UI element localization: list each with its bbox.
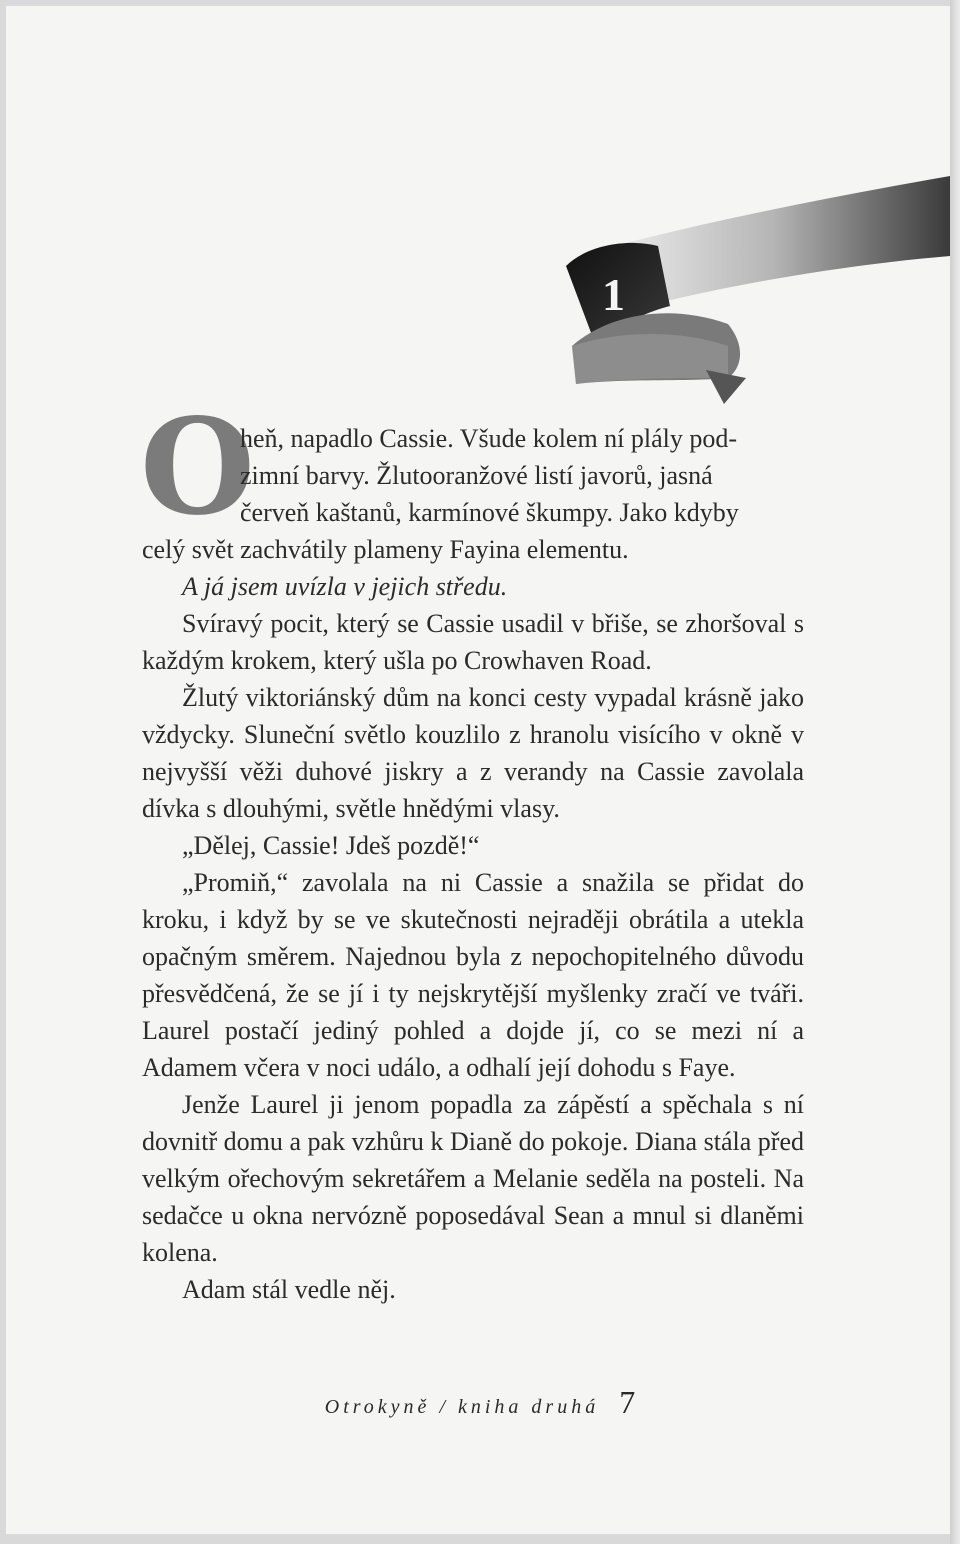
chapter-ribbon bbox=[6, 6, 950, 446]
page-footer bbox=[0, 1384, 960, 1421]
paragraph: Žlutý viktoriánský dům na konci cesty vypadal krásně jako vždycky. Sluneční světlo kouzlilo z hranolu visícího v okně v nejvyšší věži duhové jiskry a z verandy na Cassie zavolala dívka s dlouhými, světle hnědými vlasy. bbox=[142, 683, 804, 823]
drop-cap-letter: O bbox=[140, 390, 255, 545]
paragraph: „Dělej, Cassie! Jdeš pozdě!“ bbox=[182, 831, 480, 860]
running-title: Otrokyně / kniha druhá bbox=[324, 1396, 600, 1418]
chapter-text bbox=[142, 420, 804, 1308]
italic-thought: A já jsem uvízla v jejich středu. bbox=[182, 572, 508, 601]
paragraph: Svíravý pocit, který se Cassie usadil v břiše, se zhoršoval s každým krokem, který ušla po Crowhaven Road. bbox=[142, 609, 804, 675]
page-edge bbox=[950, 0, 960, 1544]
chapter-number: 1 bbox=[602, 269, 625, 320]
paragraph: heň, napadlo Cassie. Všude kolem ní plály pod- bbox=[240, 424, 738, 453]
paragraph: celý svět zachvátily plameny Fayina elementu. bbox=[142, 535, 629, 564]
paragraph: Adam stál vedle něj. bbox=[182, 1275, 396, 1304]
paragraph: „Promiň,“ zavolala na ni Cassie a snažila se přidat do kroku, i když by se ve skutečnosti nejraději obrátila a utekla opačným směrem. Najednou byla z nepochopitelného důvodu přesvědčená, že se jí i ty nejskrytější myšlenky zračí ve tváři. Laurel postačí jediný pohled a dojde jí, co se mezi ní a Adamem včera v noci událo, a odhalí její dohodu s Faye. bbox=[142, 868, 804, 1082]
paragraph: Jenže Laurel ji jenom popadla za zápěstí a spěchala s ní dovnitř domu a pak vzhůru k Dianě do pokoje. Diana stála před velkým ořechovým sekretářem a Melanie seděla na posteli. Na sedačce u okna nervózně poposedával Sean a mnul si dlaněmi kolena. bbox=[142, 1090, 804, 1267]
paragraph: červeň kaštanů, karmínové škumpy. Jako kdyby bbox=[240, 498, 739, 527]
paragraph: zimní barvy. Žlutooranžové listí javorů, jasná bbox=[240, 461, 713, 490]
page-number: 7 bbox=[619, 1384, 636, 1420]
